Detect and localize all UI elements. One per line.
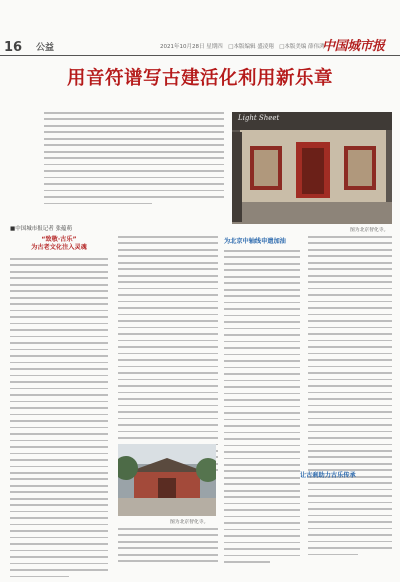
subhead-central-axis: 为北京中轴线申遗加油 [224, 238, 286, 245]
section-name: 公益 [36, 43, 55, 53]
subhead-tribute [10, 236, 108, 252]
headline: 用音符谱写古建活化利用新乐章 [66, 68, 333, 89]
byline: ■中国城市报记者 张蕴萌 [10, 226, 72, 232]
column-3-text [224, 250, 300, 568]
watermark-top: Light Sheet [238, 114, 280, 122]
column-1-text [10, 258, 108, 582]
lead-text-block [44, 112, 224, 209]
caption-top-photo: 图为北京智化寺。 [350, 228, 389, 233]
photo-courtyard [118, 444, 216, 516]
caption-bottom-photo: 图为北京智化寺。 [170, 520, 209, 525]
subhead-tribute-line2: 为古老文化注入灵魂 [31, 244, 87, 251]
subhead-tribute-line1: “致敬·古乐” [41, 236, 77, 243]
masthead-logo: 中国城市报 [322, 39, 385, 54]
issue-meta: 2021年10月28日 星期四 □本版编辑 盛凌翔 □本版美编 薛伟鸿 [160, 44, 325, 50]
column-4-text [308, 236, 392, 560]
header-rule [0, 55, 400, 56]
column-2-text-lower [118, 528, 218, 567]
page-number: 16 [4, 40, 23, 55]
photo-temple-building [232, 112, 392, 224]
column-2-text-upper [118, 236, 218, 476]
subhead-temple-heritage: 让古刹助力古乐传承 [300, 472, 356, 479]
